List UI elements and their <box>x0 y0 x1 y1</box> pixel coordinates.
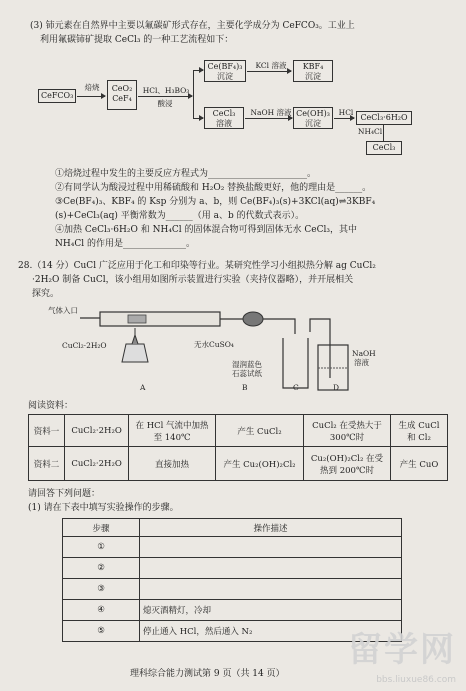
table-cell: 资料二 <box>29 447 65 481</box>
flow-ceo2: CeO₂ <box>111 84 133 93</box>
table-row <box>29 415 448 447</box>
steps-header-step: 步骤 <box>63 519 140 537</box>
table-row <box>63 558 402 579</box>
naoh-label-1: NaOH <box>352 349 376 358</box>
table-cell: 产生 CuCl₂ <box>216 415 304 447</box>
watermark-logo: 留学网 <box>348 630 456 670</box>
flow-nh4cl-label: NH₄Cl <box>357 127 383 136</box>
question-1: (1) 请在下表中填写实验操作的步骤。 <box>28 503 179 513</box>
reading-table <box>28 414 448 481</box>
cuso4-label: 无水CuSO₄ <box>194 340 234 349</box>
step-desc[interactable] <box>140 558 402 579</box>
reading-title: 阅读资料： <box>28 401 74 411</box>
q3-item: NH₄Cl 的作用是______________。 <box>55 239 195 249</box>
label-C: C <box>293 383 299 392</box>
flow-ppt1-box <box>204 60 246 82</box>
table-cell: 产生 Cu₂(OH)₂Cl₂ <box>216 447 304 481</box>
table-row <box>63 579 402 600</box>
q28-line2: ·2H₂O 制备 CuCl，该小组用如图所示装置进行实验（夹持仪器略），并开展相关 <box>32 275 354 285</box>
flow-oxides-box <box>107 80 137 110</box>
steps-header-desc: 操作描述 <box>140 519 402 537</box>
flow-kbf4-a: KBF₄ <box>302 62 324 71</box>
table-cell: 直接加热 <box>129 447 216 481</box>
table-cell: CuCl₂ 在受热大于 300℃时 <box>304 415 391 447</box>
flow-split-line <box>193 70 194 118</box>
litmus-label-1: 湿润蓝色 <box>232 360 262 369</box>
flow-sol1-box <box>204 107 244 129</box>
q3-item: ④加热 CeCl₃·6H₂O 和 NH₄Cl 的固体混合物可得到固体无水 CeCl₃，其中 <box>55 225 357 235</box>
flow-ppt1-a: Ce(BF₄)₃ <box>207 62 243 71</box>
step-desc[interactable] <box>140 579 402 600</box>
watermark-url: bbs.liuxue86.com <box>376 675 456 685</box>
step-number: ② <box>63 558 140 579</box>
step-number: ④ <box>63 600 140 621</box>
flow-hcl-label: HCl <box>338 108 354 117</box>
table-cell: CuCl₂·2H₂O <box>65 415 129 447</box>
flow-start-box: CeFCO₃ <box>38 89 76 103</box>
flow-leach-label: 酸浸 <box>157 99 173 108</box>
q3-item: ②有同学认为酸浸过程中用稀硫酸和 H₂O₂ 替换盐酸更好，他的理由是______。 <box>55 183 372 193</box>
q28-line3: 探究。 <box>32 289 60 299</box>
step-number: ① <box>63 537 140 558</box>
step-desc: 熄灭酒精灯，冷却 <box>140 600 402 621</box>
apparatus-svg <box>40 300 380 400</box>
q3-item: ③Ce(BF₄)₃、KBF₄ 的 Ksp 分别为 a、b，则 Ce(BF₄)₃(s)+3KCl(aq)⇌3KBF₄ <box>55 197 376 207</box>
table-cell: 资料一 <box>29 415 65 447</box>
questions-title: 请回答下列问题： <box>28 489 101 499</box>
flow-arrow <box>245 118 292 119</box>
sample-label: CuCl₂·2H₂O <box>62 341 107 350</box>
label-D: D <box>333 383 340 392</box>
flow-hydroxide-box <box>293 107 333 129</box>
step-desc: 停止通入 HCl，然后通入 N₂ <box>140 621 402 642</box>
q3-line1: (3) 铈元素在自然界中主要以氟碳矿形式存在，主要化学成分为 CeFCO₃。工业上 <box>30 21 355 31</box>
step-desc[interactable] <box>140 537 402 558</box>
flow-acid-label: HCl、H₃BO₃ <box>142 86 190 95</box>
flow-down-line <box>383 125 384 141</box>
table-row <box>63 537 402 558</box>
table-cell: 产生 CuO <box>391 447 448 481</box>
label-B: B <box>242 383 248 392</box>
flow-hydrate-box: CeCl₃·6H₂O <box>356 111 412 125</box>
flow-arrow <box>334 118 354 119</box>
flow-sol1-b: 溶液 <box>216 119 232 128</box>
flow-arrow <box>247 71 291 72</box>
flow-arrow <box>138 96 192 97</box>
step-number: ③ <box>63 579 140 600</box>
flow-naoh-label: NaOH 溶液 <box>250 108 292 117</box>
flow-kbf4-b: 沉淀 <box>305 72 321 81</box>
q3-line2: 利用氟碳铈矿提取 CeCl₃ 的一种工艺流程如下： <box>40 35 234 45</box>
flow-cef4: CeF₄ <box>112 94 132 103</box>
q28-line1: 28.（14 分）CuCl 广泛应用于化工和印染等行业。某研究性学习小组拟热分解 ag CuCl₂ <box>18 261 376 271</box>
q3-item: ①焙烧过程中发生的主要反应方程式为______________________。 <box>55 169 317 179</box>
flow-arrow <box>193 70 203 71</box>
q3-item: (s)+CeCl₃(aq) 平衡常数为______（用 a、b 的代数式表示）。 <box>55 211 305 221</box>
naoh-label-2: 溶液 <box>354 358 369 367</box>
litmus-label-2: 石蕊试纸 <box>232 369 262 378</box>
table-cell: 在 HCl 气流中加热至 140℃ <box>129 415 216 447</box>
table-row <box>29 447 448 481</box>
flow-oh-a: Ce(OH)₃ <box>296 109 330 118</box>
flow-arrow <box>77 96 105 97</box>
label-A: A <box>140 383 146 392</box>
gas-inlet-label: 气体入口 <box>48 306 78 315</box>
step-number: ⑤ <box>63 621 140 642</box>
flow-oh-b: 沉淀 <box>305 119 321 128</box>
page-footer: 理科综合能力测试第 9 页（共 14 页） <box>130 669 285 679</box>
table-cell: 生成 CuCl 和 Cl₂ <box>391 415 448 447</box>
flow-roast-label: 焙烧 <box>84 83 100 92</box>
flow-final-box: CeCl₃ <box>366 141 402 155</box>
table-header-row <box>63 519 402 537</box>
table-cell: CuCl₂·2H₂O <box>65 447 129 481</box>
flow-kcl-label: KCl 溶液 <box>255 61 287 70</box>
flow-sol1-a: CeCl₃ <box>212 109 236 118</box>
flow-kbf4-box <box>293 60 333 82</box>
flow-ppt1-b: 沉淀 <box>217 72 233 81</box>
table-row <box>63 600 402 621</box>
flow-arrow <box>193 118 203 119</box>
table-cell: Cu₂(OH)₂Cl₂ 在受热到 200℃时 <box>304 447 391 481</box>
